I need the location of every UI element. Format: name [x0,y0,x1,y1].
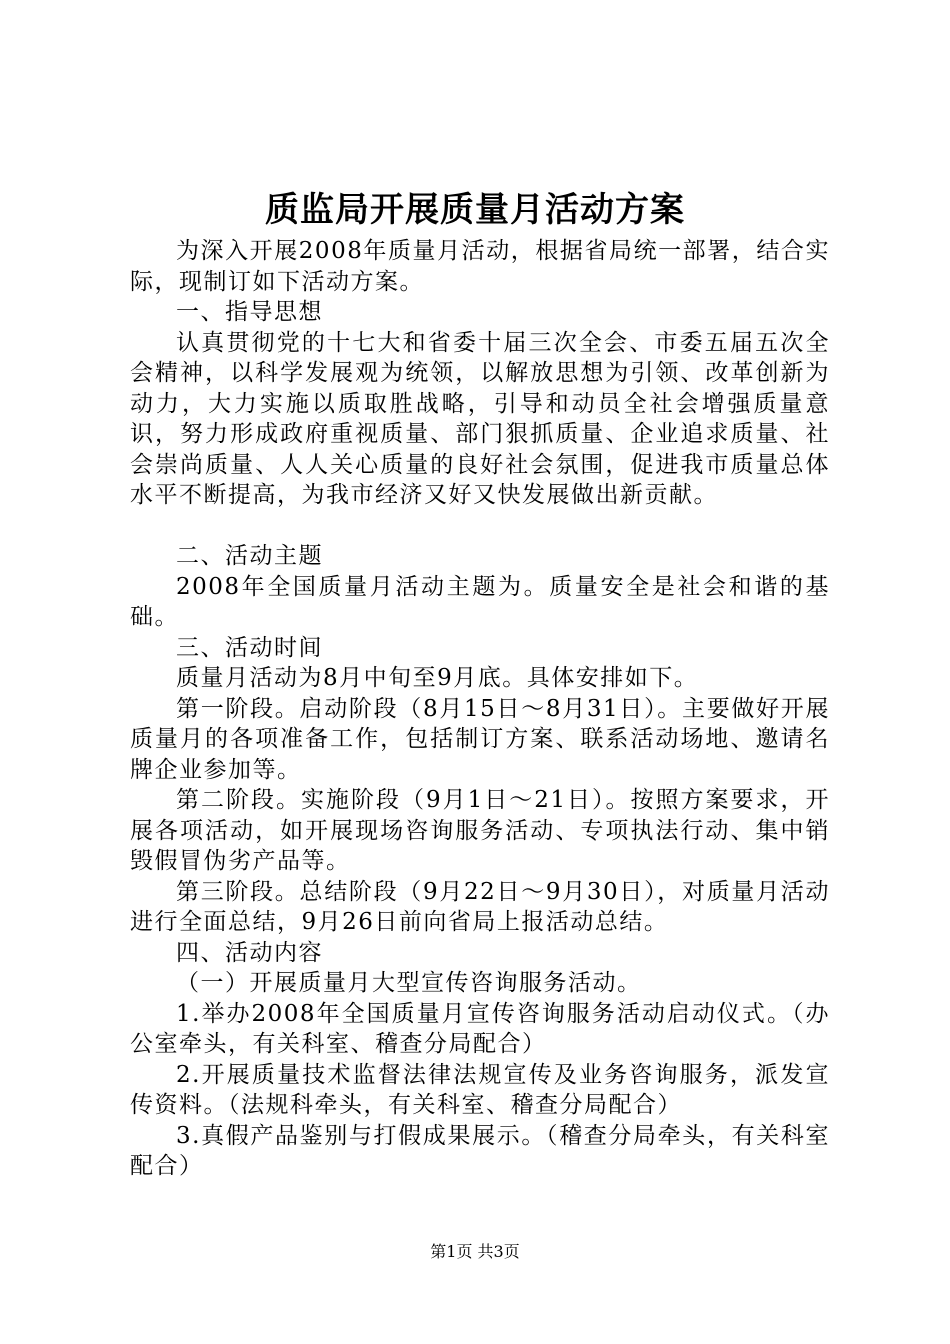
section-heading-content: 四、活动内容 [176,939,323,966]
document-title: 质监局开展质量月活动方案 [265,190,685,230]
content-subheading-one: （一）开展质量月大型宣传咨询服务活动。 [176,970,642,996]
phase-one-paragraph: 第一阶段。启动阶段（8月15日～8月31日）。主要做好开展质量月的各项准备工作，包括制订方案、联系活动场地、邀请名牌企业参加等。 [130,695,830,783]
section-heading-time: 三、活动时间 [176,634,323,661]
content-item-3: 3.真假产品鉴别与打假成果展示。（稽查分局牵头，有关科室配合） [130,1122,830,1179]
content-item-2: 2.开展质量技术监督法律法规宣传及业务咨询服务，派发宣传资料。（法规科牵头，有关科室、稽查分局配合） [130,1061,830,1118]
section-heading-theme: 二、活动主题 [176,543,323,569]
page-footer: 第1页 共3页 [430,1242,520,1261]
guiding-thought-paragraph: 认真贯彻党的十七大和省委十届三次全会、市委五届五次全会精神，以科学发展观为统领，以解放思想为引领、改革创新为动力，大力实施以质取胜战略，引导和动员全社会增强质量意识，努力形成政府重视质量、部门狠抓质量、企业追求质量、社会崇尚质量、人人关心质量的良好社会氛围，促进我市质量总体水平不断提高，为我市经济又好又快发展做出新贡献。 [130,329,830,508]
document-body [130,236,830,1182]
section-heading-guiding-thought: 一、指导思想 [176,299,323,325]
intro-paragraph: 为深入开展2008年质量月活动，根据省局统一部署，结合实际，现制订如下活动方案。 [130,238,830,295]
content-item-1: 1.举办2008年全国质量月宣传咨询服务活动启动仪式。（办公室牵头，有关科室、稽查分局配合） [130,1000,830,1057]
theme-paragraph: 2008年全国质量月活动主题为。质量安全是社会和谐的基础。 [130,573,830,630]
time-paragraph: 质量月活动为8月中旬至9月底。具体安排如下。 [176,665,699,691]
phase-three-paragraph: 第三阶段。总结阶段（9月22日～9月30日），对质量月活动进行全面总结，9月26日前向省局上报活动总结。 [130,878,830,935]
phase-two-paragraph: 第二阶段。实施阶段（9月1日～21日）。按照方案要求，开展各项活动，如开展现场咨询服务活动、专项执法行动、集中销毁假冒伪劣产品等。 [130,787,830,874]
